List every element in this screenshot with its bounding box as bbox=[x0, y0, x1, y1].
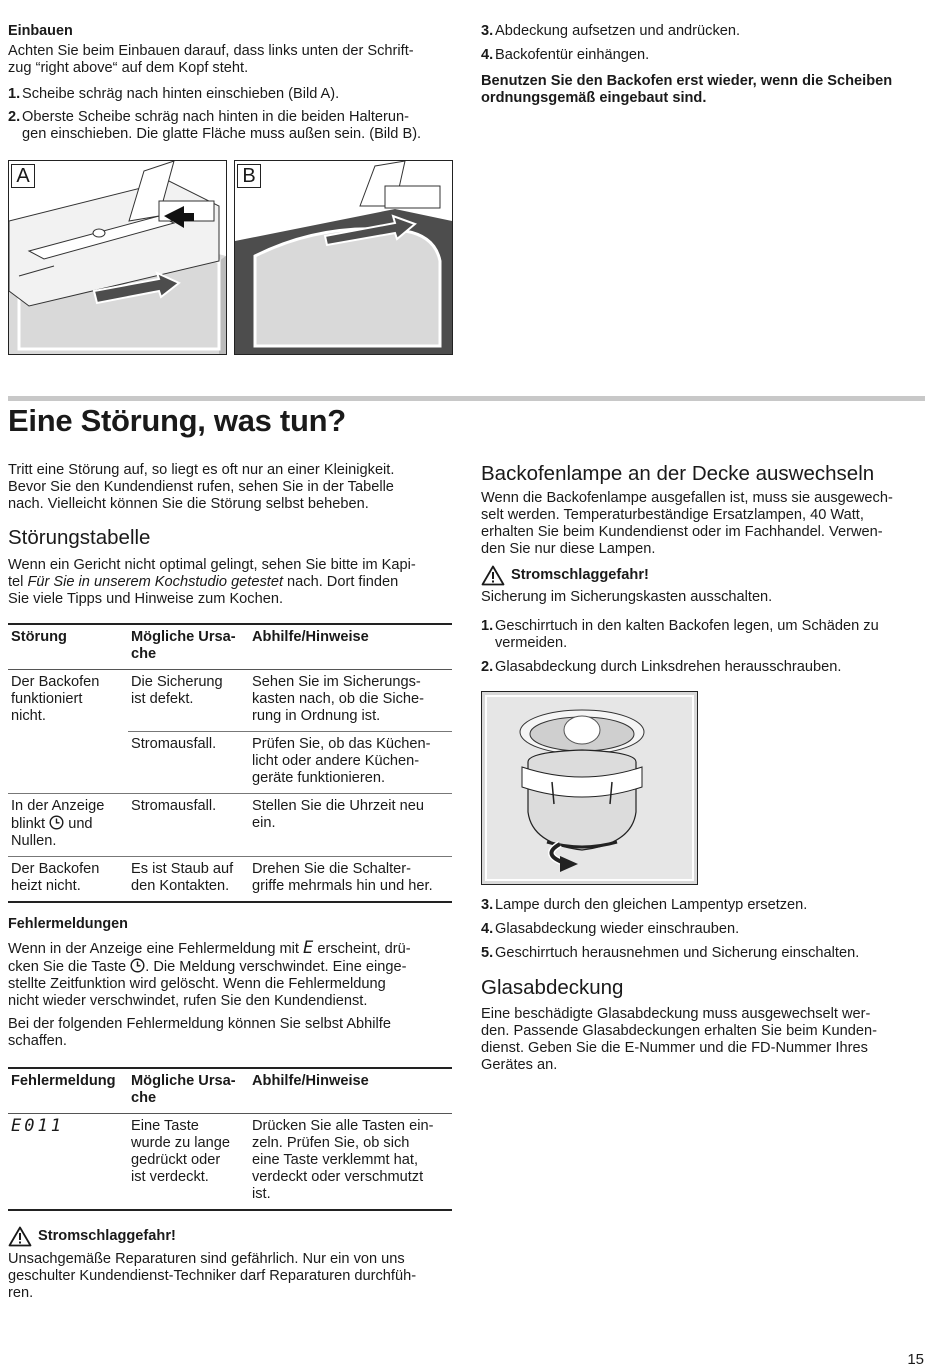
stoerungstabelle-table bbox=[8, 623, 452, 903]
paragraph-line: tel bbox=[8, 574, 28, 590]
figure-a-label: A bbox=[11, 164, 35, 188]
fehlermeldungen-table bbox=[8, 1067, 452, 1211]
step-text: vermeiden. bbox=[495, 635, 568, 651]
warning-title: Stromschlaggefahr! bbox=[511, 567, 649, 583]
glasabdeckung-text bbox=[481, 1006, 931, 1074]
lamp-figure bbox=[481, 691, 698, 885]
step-text: gen einschieben. Die glatte Fläche muss außen sein. (Bild B). bbox=[22, 126, 422, 142]
warning-icon bbox=[8, 1226, 32, 1247]
lamp-illustration bbox=[482, 692, 697, 884]
step-number: 4. bbox=[481, 921, 494, 937]
right-column-lower bbox=[481, 897, 931, 1074]
cell-text: blinkt bbox=[11, 816, 46, 832]
table-row bbox=[8, 1114, 452, 1211]
right-column bbox=[481, 462, 931, 676]
cell-text: Nullen. bbox=[11, 833, 57, 849]
column-header: Störung bbox=[8, 624, 128, 670]
list-item bbox=[481, 659, 931, 676]
table-row bbox=[8, 857, 452, 903]
error-code: E011 bbox=[11, 1116, 64, 1136]
einbauen-intro bbox=[8, 43, 458, 77]
paragraph-line: dienst. Geben Sie die E-Nummer und die FD-Nummer Ihres bbox=[481, 1040, 868, 1056]
list-item bbox=[481, 23, 931, 40]
warning-icon bbox=[481, 565, 505, 586]
column-header: Mögliche Ursa- che bbox=[128, 1068, 249, 1114]
figure-b bbox=[234, 160, 453, 355]
step-text: Abdeckung aufsetzen und andrücken. bbox=[495, 23, 741, 39]
step-number: 2. bbox=[481, 659, 494, 675]
table-cell bbox=[8, 794, 128, 857]
table-cell: Drehen Sie die Schalter- griffe mehrmals hin und her. bbox=[249, 857, 452, 903]
table-cell: Der Backofen funktioniert nicht. bbox=[11, 674, 100, 724]
table-cell: Prüfen Sie, ob das Küchen- licht oder andere Küchen- geräte funktionieren. bbox=[249, 732, 452, 794]
stoerungstabelle-intro bbox=[8, 557, 458, 608]
note-line: ordnungsgemäß eingebaut sind. bbox=[481, 90, 707, 106]
paragraph-line: erhalten Sie beim Kundendienst oder im Fachhandel. Verwen- bbox=[481, 524, 883, 540]
paragraph-line: selt werden. Temperaturbeständige Ersatzlampen, 40 Watt, bbox=[481, 507, 864, 523]
table-cell: Der Backofen heizt nicht. bbox=[8, 857, 128, 903]
step-number: 3. bbox=[481, 23, 494, 39]
paragraph-line: schaffen. bbox=[8, 1033, 67, 1049]
intro-line: Tritt eine Störung auf, so liegt es oft nur an einer Kleinigkeit. bbox=[8, 462, 395, 478]
page-number: 15 bbox=[907, 1351, 924, 1368]
paragraph-line: Wenn die Backofenlampe ausgefallen ist, muss sie ausgewech- bbox=[481, 490, 893, 506]
einbauen-intro-line: Achten Sie beim Einbauen darauf, dass links unten der Schrift- bbox=[8, 43, 414, 59]
clock-icon bbox=[49, 815, 64, 830]
lampe-steps-2 bbox=[481, 897, 931, 962]
step-number: 1. bbox=[481, 618, 494, 634]
einbauen-continued bbox=[481, 23, 931, 107]
list-item bbox=[481, 47, 931, 64]
stoerungstabelle-heading: Störungstabelle bbox=[8, 526, 151, 549]
paragraph-line: Sie viele Tipps und Hinweise zum Kochen. bbox=[8, 591, 283, 607]
fehlermeldungen-text-2 bbox=[8, 1016, 458, 1050]
table-header-row bbox=[8, 1068, 452, 1114]
paragraph-line: . Die Meldung verschwindet. Eine einge- bbox=[145, 959, 407, 975]
paragraph-line: den. Passende Glasabdeckungen erhalten Sie beim Kunden- bbox=[481, 1023, 877, 1039]
step-text: Backofentür einhängen. bbox=[495, 47, 650, 63]
paragraph-line: Eine beschädigte Glasabdeckung muss ausgewechselt wer- bbox=[481, 1006, 871, 1022]
warning-heading bbox=[481, 565, 931, 586]
left-column bbox=[8, 462, 458, 1302]
step-number: 1. bbox=[8, 86, 21, 102]
glasabdeckung-heading: Glasabdeckung bbox=[481, 976, 624, 999]
clock-icon bbox=[130, 958, 145, 973]
step-number: 5. bbox=[481, 945, 494, 961]
list-item bbox=[481, 897, 931, 914]
einbauen-intro-line: zug “right above“ auf dem Kopf steht. bbox=[8, 60, 249, 76]
paragraph-line: stellte Zeitfunktion wird gelöscht. Wenn die Fehlermeldung bbox=[8, 976, 386, 992]
paragraph-line: Unsachgemäße Reparaturen sind gefährlich. Nur ein von uns bbox=[8, 1251, 405, 1267]
section-rule bbox=[8, 396, 925, 401]
fehlermeldungen-heading: Fehlermeldungen bbox=[8, 916, 128, 932]
step-number: 2. bbox=[8, 109, 21, 125]
intro-line: nach. Vielleicht können Sie die Störung selbst beheben. bbox=[8, 496, 369, 512]
step-text: Oberste Scheibe schräg nach hinten in die beiden Halterun- bbox=[22, 109, 409, 125]
table-cell: Stromausfall. bbox=[128, 794, 249, 857]
table-cell: Stromausfall. bbox=[128, 732, 249, 794]
paragraph-line: geschulter Kundendienst-Techniker darf Reparaturen durchfüh- bbox=[8, 1268, 417, 1284]
lampe-steps bbox=[481, 618, 931, 676]
step-number: 4. bbox=[481, 47, 494, 63]
paragraph-line: Wenn ein Gericht nicht optimal gelingt, sehen Sie bitte im Kapi- bbox=[8, 557, 416, 573]
paragraph-line: erscheint, drü- bbox=[317, 941, 411, 957]
list-item bbox=[481, 618, 931, 652]
lampe-heading: Backofenlampe an der Decke auswechseln bbox=[481, 462, 875, 485]
page-title: Eine Störung, was tun? bbox=[8, 403, 346, 438]
warning-text: Sicherung im Sicherungskasten ausschalten. bbox=[481, 589, 773, 605]
figure-b-illustration bbox=[235, 161, 452, 354]
step-number: 3. bbox=[481, 897, 494, 913]
paragraph-line: nach. Dort finden bbox=[283, 574, 399, 590]
einbauen-steps bbox=[8, 86, 458, 143]
einbauen-section bbox=[8, 23, 458, 143]
step-text: Geschirrtuch herausnehmen und Sicherung einschalten. bbox=[495, 945, 860, 961]
cell-text: In der Anzeige bbox=[11, 798, 105, 814]
cell-text: und bbox=[68, 816, 93, 832]
list-item bbox=[8, 86, 458, 103]
list-item bbox=[481, 921, 931, 938]
paragraph-line: ren. bbox=[8, 1285, 34, 1301]
list-item bbox=[481, 945, 931, 962]
list-item bbox=[8, 109, 458, 143]
column-header: Mögliche Ursa- che bbox=[128, 624, 249, 670]
table-cell: Sehen Sie im Sicherungs- kasten nach, ob die Siche- rung in Ordnung ist. bbox=[252, 674, 424, 724]
figure-b-label: B bbox=[237, 164, 261, 188]
paragraph-line: nicht wieder verschwindet, rufen Sie den Kundendienst. bbox=[8, 993, 368, 1009]
column-header: Abhilfe/Hinweise bbox=[249, 624, 452, 670]
stoerung-intro bbox=[8, 462, 458, 513]
paragraph-line: Gerätes an. bbox=[481, 1057, 558, 1073]
paragraph-line: cken Sie die Taste bbox=[8, 959, 127, 975]
table-cell: Die Sicherung ist defekt. bbox=[131, 674, 223, 707]
table-row bbox=[8, 670, 452, 732]
step-text: Lampe durch den gleichen Lampentyp ersetzen. bbox=[495, 897, 808, 913]
table-cell: Es ist Staub auf den Kontakten. bbox=[128, 857, 249, 903]
error-symbol: E bbox=[303, 938, 314, 958]
column-header: Fehlermeldung bbox=[8, 1068, 128, 1114]
einbauen-note bbox=[481, 73, 931, 107]
intro-line: Bevor Sie den Kundendienst rufen, sehen Sie in der Tabelle bbox=[8, 479, 394, 495]
step-text: Glasabdeckung wieder einschrauben. bbox=[495, 921, 740, 937]
warning-text bbox=[8, 1251, 458, 1302]
paragraph-line: Wenn in der Anzeige eine Fehlermeldung mit bbox=[8, 941, 299, 957]
step-text: Glasabdeckung durch Linksdrehen herausschrauben. bbox=[495, 659, 842, 675]
paragraph-line: den Sie nur diese Lampen. bbox=[481, 541, 656, 557]
figure-a-illustration bbox=[9, 161, 226, 354]
lampe-text bbox=[481, 490, 931, 558]
einbauen-heading: Einbauen bbox=[8, 23, 73, 39]
note-line: Benutzen Sie den Backofen erst wieder, wenn die Scheiben bbox=[481, 73, 893, 89]
warning-title: Stromschlaggefahr! bbox=[38, 1228, 176, 1244]
table-cell bbox=[8, 1114, 128, 1211]
table-header-row bbox=[8, 624, 452, 670]
step-text: Geschirrtuch in den kalten Backofen legen, um Schäden zu bbox=[495, 618, 879, 634]
einbauen-steps-right bbox=[481, 23, 931, 64]
table-cell: Drücken Sie alle Tasten ein- zeln. Prüfen Sie, ob sich eine Taste verklemmt hat, verdeckt oder verschmutzt ist. bbox=[249, 1114, 452, 1211]
figure-a bbox=[8, 160, 227, 355]
column-header: Abhilfe/Hinweise bbox=[249, 1068, 452, 1114]
chapter-reference: Für Sie in unserem Kochstudio getestet bbox=[27, 574, 283, 590]
table-cell: Stellen Sie die Uhrzeit neu ein. bbox=[249, 794, 452, 857]
step-text: Scheibe schräg nach hinten einschieben (Bild A). bbox=[22, 86, 340, 102]
table-row bbox=[8, 794, 452, 857]
paragraph-line: Bei der folgenden Fehlermeldung können Sie selbst Abhilfe bbox=[8, 1016, 391, 1032]
warning-heading bbox=[8, 1226, 458, 1247]
fehlermeldungen-text bbox=[8, 940, 458, 1010]
table-cell: Eine Taste wurde zu lange gedrückt oder ist verdeckt. bbox=[128, 1114, 249, 1211]
